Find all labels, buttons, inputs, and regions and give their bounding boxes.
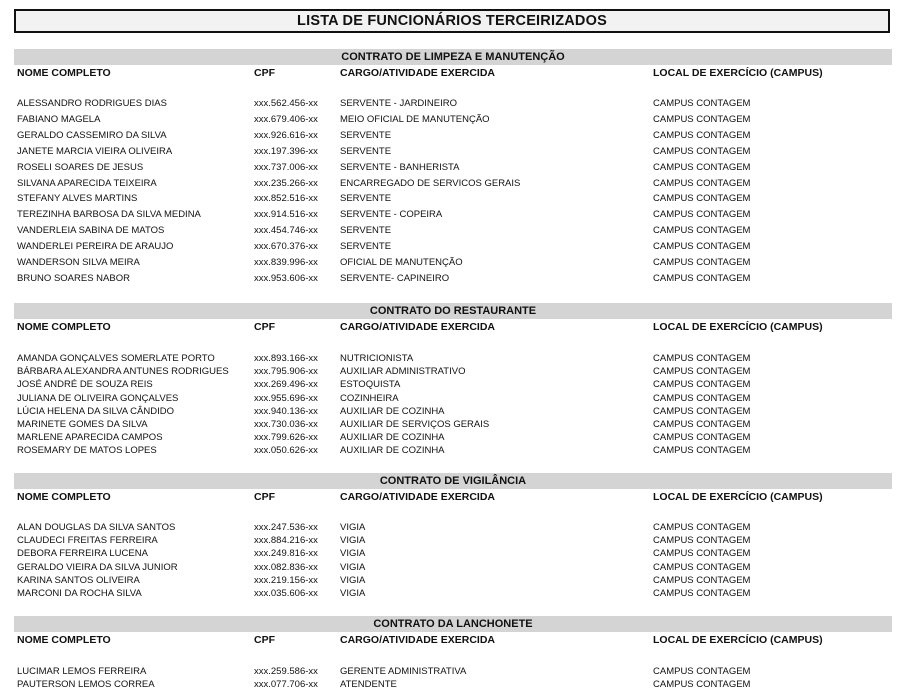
col-role-cell: NUTRICIONISTA xyxy=(340,353,414,364)
col-cpf-cell: xxx.730.036-xx xyxy=(254,419,318,430)
col-cpf-cell: xxx.940.136-xx xyxy=(254,405,318,417)
col-location-cell: CAMPUS CONTAGEM xyxy=(653,161,751,173)
col-role-cell: VIGIA xyxy=(340,561,366,573)
table-row xyxy=(14,177,892,190)
col-role-cell: GERENTE ADMINISTRATIVA xyxy=(340,666,467,677)
table-row xyxy=(14,418,892,431)
section-title: CONTRATO DE VIGILÂNCIA xyxy=(14,473,892,489)
col-location-cell: CAMPUS CONTAGEM xyxy=(653,379,751,391)
col-cpf-cell: xxx.839.996-xx xyxy=(254,257,318,268)
col-name-cell: TEREZINHA BARBOSA DA SILVA MEDINA xyxy=(17,209,201,221)
col-role-cell: SERVENTE xyxy=(340,225,392,237)
col-location-cell: CAMPUS CONTAGEM xyxy=(653,113,751,125)
col-location-cell: CAMPUS CONTAGEM xyxy=(653,98,751,109)
col-name-cell: KARINA SANTOS OLIVEIRA xyxy=(17,574,140,586)
col-cpf-cell: xxx.795.906-xx xyxy=(254,366,318,378)
table-row xyxy=(14,431,892,444)
col-cpf-cell: xxx.884.216-xx xyxy=(254,535,318,547)
col-location-cell: CAMPUS CONTAGEM xyxy=(653,535,751,547)
col-cpf-header: CPF xyxy=(254,67,275,79)
col-role-header: CARGO/ATIVIDADE EXERCIDA xyxy=(340,491,495,503)
column-headers xyxy=(14,319,892,333)
col-role-cell: AUXILIAR DE COZINHA xyxy=(340,432,445,444)
col-location-cell: CAMPUS CONTAGEM xyxy=(653,392,751,404)
col-location-cell: CAMPUS CONTAGEM xyxy=(653,574,751,586)
col-name-cell: ROSEMARY DE MATOS LOPES xyxy=(17,445,157,457)
column-headers xyxy=(14,65,892,79)
col-location-cell: CAMPUS CONTAGEM xyxy=(653,405,751,417)
col-location-cell: CAMPUS CONTAGEM xyxy=(653,548,751,560)
table-row xyxy=(14,534,892,547)
col-role-cell: SERVENTE - JARDINEIRO xyxy=(340,98,458,109)
col-cpf-cell: xxx.914.516-xx xyxy=(254,209,318,221)
col-cpf-header: CPF xyxy=(254,321,275,333)
col-role-cell: AUXILIAR ADMINISTRATIVO xyxy=(340,366,466,378)
col-role-cell: COZINHEIRA xyxy=(340,392,399,404)
col-role-cell: VIGIA xyxy=(340,574,366,586)
col-location-cell: CAMPUS CONTAGEM xyxy=(653,366,751,378)
table-row xyxy=(14,192,892,205)
col-role-header: CARGO/ATIVIDADE EXERCIDA xyxy=(340,67,495,79)
col-name-cell: PAUTERSON LEMOS CORREA xyxy=(17,679,155,691)
col-name-cell: FABIANO MAGELA xyxy=(17,113,101,125)
table-row xyxy=(14,444,892,457)
col-cpf-cell: xxx.269.496-xx xyxy=(254,379,318,391)
col-location-cell: CAMPUS CONTAGEM xyxy=(653,353,751,364)
col-name-header: NOME COMPLETO xyxy=(17,634,111,646)
col-location-cell: CAMPUS CONTAGEM xyxy=(653,588,751,599)
col-cpf-header: CPF xyxy=(254,491,275,503)
col-name-cell: STEFANY ALVES MARTINS xyxy=(17,193,138,205)
col-location-header: LOCAL DE EXERCÍCIO (CAMPUS) xyxy=(653,634,823,646)
table-row xyxy=(14,224,892,237)
contract-section xyxy=(14,49,892,284)
table-row xyxy=(14,256,892,269)
col-role-cell: VIGIA xyxy=(340,548,366,560)
col-location-cell: CAMPUS CONTAGEM xyxy=(653,209,751,221)
col-name-cell: VANDERLEIA SABINA DE MATOS xyxy=(17,225,165,237)
col-role-cell: VIGIA xyxy=(340,535,366,547)
col-location-cell: CAMPUS CONTAGEM xyxy=(653,241,751,253)
col-location-cell: CAMPUS CONTAGEM xyxy=(653,666,751,677)
col-cpf-cell: xxx.562.456-xx xyxy=(254,98,318,109)
col-role-cell: VIGIA xyxy=(340,588,366,599)
col-role-cell: ESTOQUISTA xyxy=(340,379,401,391)
column-headers xyxy=(14,632,892,646)
table-row xyxy=(14,352,892,365)
col-role-cell: AUXILIAR DE COZINHA xyxy=(340,445,445,457)
col-name-cell: SILVANA APARECIDA TEIXEIRA xyxy=(17,177,157,189)
col-cpf-cell: xxx.035.606-xx xyxy=(254,588,318,599)
col-cpf-cell: xxx.955.696-xx xyxy=(254,392,318,404)
contract-section xyxy=(14,616,892,691)
col-name-cell: WANDERLEI PEREIRA DE ARAUJO xyxy=(17,241,174,253)
table-row xyxy=(14,129,892,142)
col-role-cell: AUXILIAR DE SERVIÇOS GERAIS xyxy=(340,419,490,430)
col-role-cell: SERVENTE xyxy=(340,129,392,141)
col-cpf-cell: xxx.247.536-xx xyxy=(254,522,318,533)
table-row xyxy=(14,145,892,158)
table-row xyxy=(14,665,892,678)
table-row xyxy=(14,97,892,110)
col-location-cell: CAMPUS CONTAGEM xyxy=(653,129,751,141)
table-row xyxy=(14,521,892,534)
col-name-cell: LUCIMAR LEMOS FERREIRA xyxy=(17,666,147,677)
col-location-cell: CAMPUS CONTAGEM xyxy=(653,432,751,444)
col-location-cell: CAMPUS CONTAGEM xyxy=(653,522,751,533)
col-name-cell: AMANDA GONÇALVES SOMERLATE PORTO xyxy=(17,353,215,364)
col-location-cell: CAMPUS CONTAGEM xyxy=(653,272,751,284)
col-location-cell: CAMPUS CONTAGEM xyxy=(653,145,751,157)
section-title: CONTRATO DA LANCHONETE xyxy=(14,616,892,632)
section-title: CONTRATO DE LIMPEZA E MANUTENÇÃO xyxy=(14,49,892,65)
col-name-cell: LÚCIA HELENA DA SILVA CÂNDIDO xyxy=(17,405,174,417)
section-title: CONTRATO DO RESTAURANTE xyxy=(14,303,892,319)
col-location-header: LOCAL DE EXERCÍCIO (CAMPUS) xyxy=(653,67,823,79)
page-title: LISTA DE FUNCIONÁRIOS TERCEIRIZADOS xyxy=(14,9,890,33)
col-cpf-cell: xxx.197.396-xx xyxy=(254,145,318,157)
col-name-cell: ROSELI SOARES DE JESUS xyxy=(17,161,144,173)
col-location-cell: CAMPUS CONTAGEM xyxy=(653,177,751,189)
col-name-cell: MARINETE GOMES DA SILVA xyxy=(17,419,148,430)
col-location-cell: CAMPUS CONTAGEM xyxy=(653,225,751,237)
table-row xyxy=(14,574,892,587)
col-cpf-cell: xxx.077.706-xx xyxy=(254,679,318,691)
table-row xyxy=(14,272,892,285)
col-location-cell: CAMPUS CONTAGEM xyxy=(653,419,751,430)
col-cpf-cell: xxx.235.266-xx xyxy=(254,177,318,189)
col-location-cell: CAMPUS CONTAGEM xyxy=(653,257,751,268)
col-cpf-cell: xxx.852.516-xx xyxy=(254,193,318,205)
col-name-cell: GERALDO VIEIRA DA SILVA JUNIOR xyxy=(17,561,178,573)
column-headers xyxy=(14,489,892,503)
contract-section xyxy=(14,473,892,599)
col-role-cell: ATENDENTE xyxy=(340,679,397,691)
col-cpf-cell: xxx.799.626-xx xyxy=(254,432,318,444)
col-name-cell: MARLENE APARECIDA CAMPOS xyxy=(17,432,163,444)
table-row xyxy=(14,113,892,126)
table-row xyxy=(14,392,892,405)
col-name-cell: DEBORA FERREIRA LUCENA xyxy=(17,548,148,560)
col-name-cell: JOSÉ ANDRÉ DE SOUZA REIS xyxy=(17,379,153,391)
col-location-cell: CAMPUS CONTAGEM xyxy=(653,679,751,691)
col-cpf-cell: xxx.454.746-xx xyxy=(254,225,318,237)
table-row xyxy=(14,547,892,560)
col-name-cell: JANETE MARCIA VIEIRA OLIVEIRA xyxy=(17,145,173,157)
col-role-cell: MEIO OFICIAL DE MANUTENÇÃO xyxy=(340,113,490,125)
col-name-cell: ALAN DOUGLAS DA SILVA SANTOS xyxy=(17,522,176,533)
col-name-header: NOME COMPLETO xyxy=(17,491,111,503)
table-row xyxy=(14,587,892,600)
col-role-cell: SERVENTE xyxy=(340,193,392,205)
col-cpf-cell: xxx.953.606-xx xyxy=(254,272,318,284)
table-row xyxy=(14,405,892,418)
col-role-cell: SERVENTE- CAPINEIRO xyxy=(340,272,450,284)
col-cpf-cell: xxx.050.626-xx xyxy=(254,445,318,457)
col-cpf-cell: xxx.737.006-xx xyxy=(254,161,318,173)
table-row xyxy=(14,208,892,221)
col-cpf-cell: xxx.219.156-xx xyxy=(254,574,318,586)
col-role-header: CARGO/ATIVIDADE EXERCIDA xyxy=(340,321,495,333)
col-role-cell: SERVENTE xyxy=(340,145,392,157)
col-name-cell: JULIANA DE OLIVEIRA GONÇALVES xyxy=(17,392,179,404)
col-cpf-cell: xxx.259.586-xx xyxy=(254,666,318,677)
col-location-cell: CAMPUS CONTAGEM xyxy=(653,445,751,457)
col-role-cell: SERVENTE - COPEIRA xyxy=(340,209,443,221)
col-name-cell: WANDERSON SILVA MEIRA xyxy=(17,257,140,268)
table-row xyxy=(14,678,892,691)
col-role-cell: ENCARREGADO DE SERVICOS GERAIS xyxy=(340,177,521,189)
col-role-cell: AUXILIAR DE COZINHA xyxy=(340,405,445,417)
col-role-cell: OFICIAL DE MANUTENÇÃO xyxy=(340,257,463,268)
col-name-cell: BRUNO SOARES NABOR xyxy=(17,272,130,284)
col-role-cell: VIGIA xyxy=(340,522,366,533)
col-role-cell: SERVENTE xyxy=(340,241,392,253)
table-row xyxy=(14,161,892,174)
table-row xyxy=(14,240,892,253)
col-cpf-header: CPF xyxy=(254,634,275,646)
col-name-header: NOME COMPLETO xyxy=(17,321,111,333)
col-location-header: LOCAL DE EXERCÍCIO (CAMPUS) xyxy=(653,491,823,503)
table-row xyxy=(14,378,892,391)
col-name-cell: MARCONI DA ROCHA SILVA xyxy=(17,588,142,599)
col-cpf-cell: xxx.082.836-xx xyxy=(254,561,318,573)
col-cpf-cell: xxx.249.816-xx xyxy=(254,548,318,560)
col-role-cell: SERVENTE - BANHERISTA xyxy=(340,161,460,173)
table-row xyxy=(14,561,892,574)
col-location-cell: CAMPUS CONTAGEM xyxy=(653,193,751,205)
col-location-cell: CAMPUS CONTAGEM xyxy=(653,561,751,573)
col-name-cell: ALESSANDRO RODRIGUES DIAS xyxy=(17,98,167,109)
col-name-cell: BÁRBARA ALEXANDRA ANTUNES RODRIGUES xyxy=(17,366,229,378)
col-name-cell: GERALDO CASSEMIRO DA SILVA xyxy=(17,129,167,141)
contract-section xyxy=(14,303,892,457)
col-name-cell: CLAUDECI FREITAS FERREIRA xyxy=(17,535,158,547)
table-row xyxy=(14,365,892,378)
col-name-header: NOME COMPLETO xyxy=(17,67,111,79)
col-location-header: LOCAL DE EXERCÍCIO (CAMPUS) xyxy=(653,321,823,333)
col-cpf-cell: xxx.679.406-xx xyxy=(254,113,318,125)
col-cpf-cell: xxx.926.616-xx xyxy=(254,129,318,141)
col-cpf-cell: xxx.893.166-xx xyxy=(254,353,318,364)
col-role-header: CARGO/ATIVIDADE EXERCIDA xyxy=(340,634,495,646)
col-cpf-cell: xxx.670.376-xx xyxy=(254,241,318,253)
